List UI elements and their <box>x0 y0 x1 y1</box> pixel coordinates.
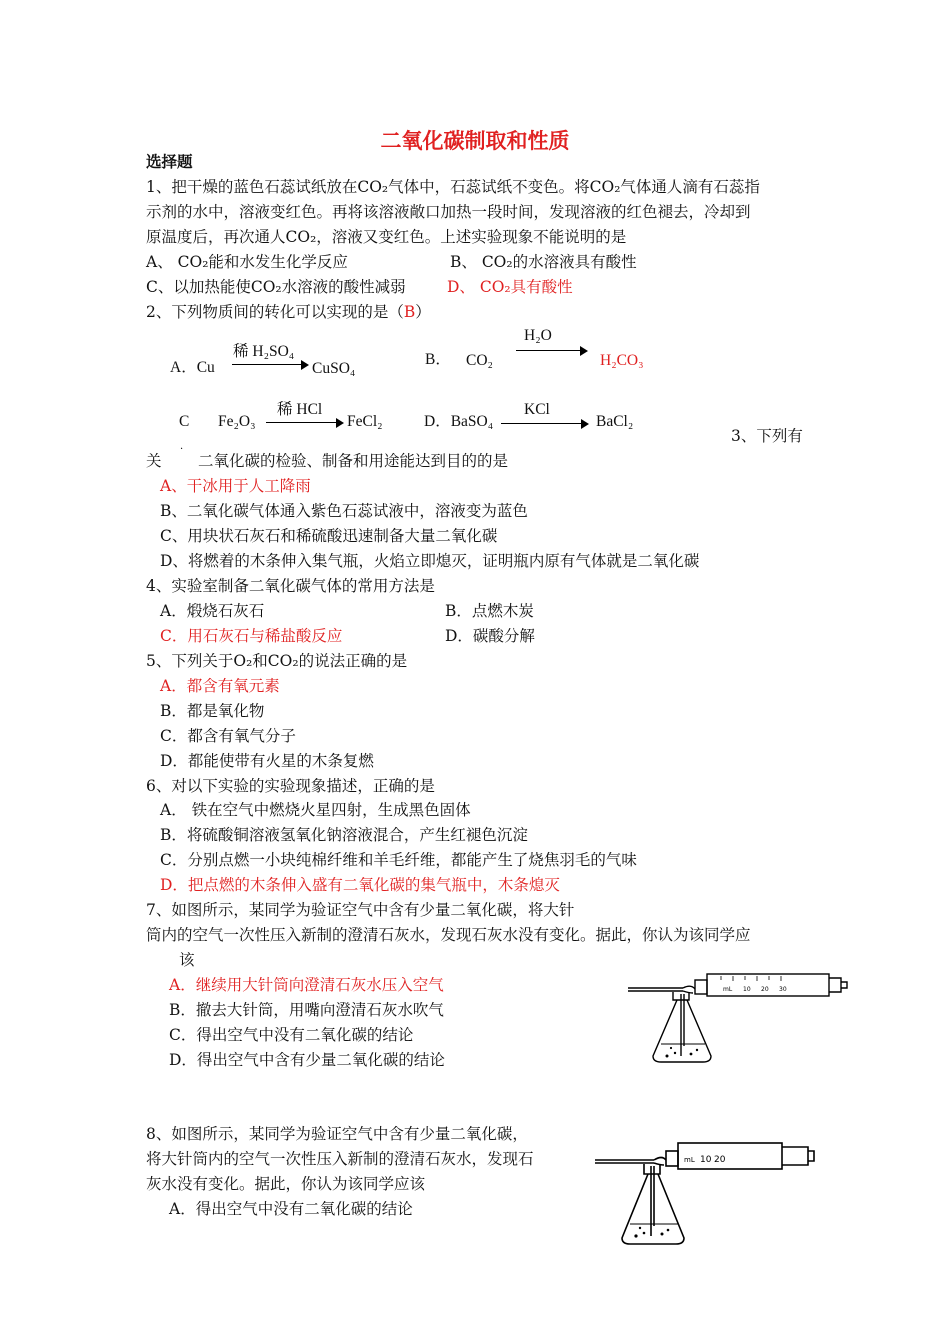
q1-line-1: 1、把干燥的蓝色石蕊试纸放在CO₂气体中，石蕊试纸不变色。将CO₂气体通人滴有石蕊指 <box>146 178 760 196</box>
q2-stem-text: 2、下列物质间的转化可以实现的是（ <box>146 303 404 321</box>
q6-option-b: B．将硫酸铜溶液氢氧化钠溶液混合，产生红褪色沉淀 <box>160 826 528 844</box>
q5-option-a: A．都含有氧元素 <box>160 677 280 695</box>
q2-b-arrow <box>516 350 586 351</box>
q5-stem: 5、下列关于O₂和CO₂的说法正确的是 <box>146 652 408 670</box>
q7-syringe-mark-3: 30 <box>779 986 787 993</box>
q2-answer: B <box>403 303 416 321</box>
q7-syringe-mark-0: mL <box>723 986 733 993</box>
q5-option-d: D．都能使带有火星的木条复燃 <box>160 752 374 770</box>
q8-syringe-mark-0: mL <box>684 1156 695 1164</box>
q7-line-1: 7、如图所示，某同学为验证空气中含有少量二氧化碳，将大针 <box>146 901 575 919</box>
q7-option-b: B．撤去大针筒，用嘴向澄清石灰水吹气 <box>169 1001 444 1019</box>
q2-b-condition: H₂O <box>524 327 552 344</box>
q2-c-reactant: Fe₂O₃ <box>218 413 256 430</box>
q7-syringe-mark-2: 20 <box>761 986 769 993</box>
q2-c-condition: 稀 HCl <box>277 401 323 418</box>
q6-stem: 6、对以下实验的实验现象描述，正确的是 <box>146 777 435 795</box>
dot-mark: · <box>180 444 184 455</box>
q2-c-product: FeCl₂ <box>347 413 383 430</box>
q4-option-a: A．煅烧石灰石 <box>160 602 265 620</box>
q1-line-2: 示剂的水中，溶液变红色。再将该溶液敞口加热一段时间，发现溶液的红色褪去，冷却到 <box>146 203 751 221</box>
q8-option-a: A．得出空气中没有二氧化碳的结论 <box>169 1200 413 1218</box>
q7-syringe-mark-1: 10 <box>743 986 751 993</box>
q5-option-b: B．都是氧化物 <box>160 702 265 720</box>
q3-stem-start: 3、下列有 <box>731 427 803 445</box>
q7-line-3: 该 <box>179 951 195 969</box>
q8-line-1: 8、如图所示，某同学为验证空气中含有少量二氧化碳， <box>146 1125 528 1143</box>
q2-d-product: BaCl₂ <box>596 413 634 430</box>
q7-option-a: A．继续用大针筒向澄清石灰水压入空气 <box>169 976 444 994</box>
q8-apparatus-figure <box>592 1130 817 1250</box>
q2-a-arrow <box>232 364 307 365</box>
q6-option-c: C．分别点燃一小块纯棉纤维和羊毛纤维，都能产生了烧焦羽毛的气味 <box>160 851 637 869</box>
q2-a-condition: 稀 H₂SO₄ <box>233 343 295 360</box>
q2-b-reactant: CO₂ <box>466 352 493 369</box>
q1-option-b: B、 CO₂的水溶液具有酸性 <box>450 253 637 271</box>
q2-b-product: H₂CO₃ <box>600 352 644 369</box>
q3-option-d: D、将燃着的木条伸入集气瓶，火焰立即熄灭，证明瓶内原有气体就是二氧化碳 <box>160 552 700 570</box>
q2-b-label: B． <box>425 351 451 368</box>
q1-option-d: D、 CO₂具有酸性 <box>447 278 573 296</box>
page-title: 二氧化碳制取和性质 <box>380 128 570 153</box>
q7-line-2: 筒内的空气一次性压入新制的澄清石灰水，发现石灰水没有变化。据此，你认为该同学应 <box>146 926 751 944</box>
q2-a-product: CuSO₄ <box>312 360 356 377</box>
q8-syringe-mark-2: 20 <box>714 1155 726 1165</box>
q2-d-condition: KCl <box>524 401 550 418</box>
q3-option-b: B、二氧化碳气体通入紫色石蕊试液中，溶液变为蓝色 <box>160 502 528 520</box>
q6-option-d: D．把点燃的木条伸入盛有二氧化碳的集气瓶中，木条熄灭 <box>160 876 560 894</box>
q5-option-c: C．都含有氧气分子 <box>160 727 296 745</box>
q3-stem-b: 二氧化碳的检验、制备和用途能达到目的的是 <box>198 452 509 470</box>
q2-a-label: A．Cu <box>170 359 215 376</box>
q4-stem: 4、实验室制备二氧化碳气体的常用方法是 <box>146 577 435 595</box>
q7-option-c: C．得出空气中没有二氧化碳的结论 <box>169 1026 414 1044</box>
q3-option-c: C、用块状石灰石和稀硫酸迅速制备大量二氧化碳 <box>160 527 498 545</box>
q8-syringe-mark-1: 10 <box>700 1155 712 1165</box>
q2-c-label: C <box>179 413 190 430</box>
q8-line-3: 灰水没有变化。据此，你认为该同学应该 <box>146 1175 426 1193</box>
q2-c-arrow <box>266 422 342 423</box>
q4-option-b: B．点燃木炭 <box>445 602 534 620</box>
q2-stem-close: ） <box>415 303 431 321</box>
q7-apparatus-figure <box>625 960 850 1070</box>
q3-stem-a: 关 <box>146 452 162 470</box>
q7-option-d: D．得出空气中含有少量二氧化碳的结论 <box>169 1051 445 1069</box>
q1-option-a: A、 CO₂能和水发生化学反应 <box>146 253 348 271</box>
q1-line-3: 原温度后，再次通人CO₂，溶液又变红色。上述实验现象不能说明的是 <box>146 228 627 246</box>
q8-line-2: 将大针筒内的空气一次性压入新制的澄清石灰水，发现石 <box>146 1150 534 1168</box>
q6-option-a: A． 铁在空气中燃烧火星四射，生成黑色固体 <box>160 801 471 819</box>
section-heading: 选择题 <box>146 152 193 171</box>
q4-option-c: C．用石灰石与稀盐酸反应 <box>160 627 343 645</box>
q2-stem <box>146 302 431 322</box>
q4-option-d: D．碳酸分解 <box>445 627 535 645</box>
q3-option-a: A、干冰用于人工降雨 <box>160 477 311 495</box>
q1-option-c: C、以加热能使CO₂水溶液的酸性减弱 <box>146 278 406 296</box>
q2-d-label: D．BaSO₄ <box>424 413 494 430</box>
q2-d-arrow <box>501 423 587 424</box>
